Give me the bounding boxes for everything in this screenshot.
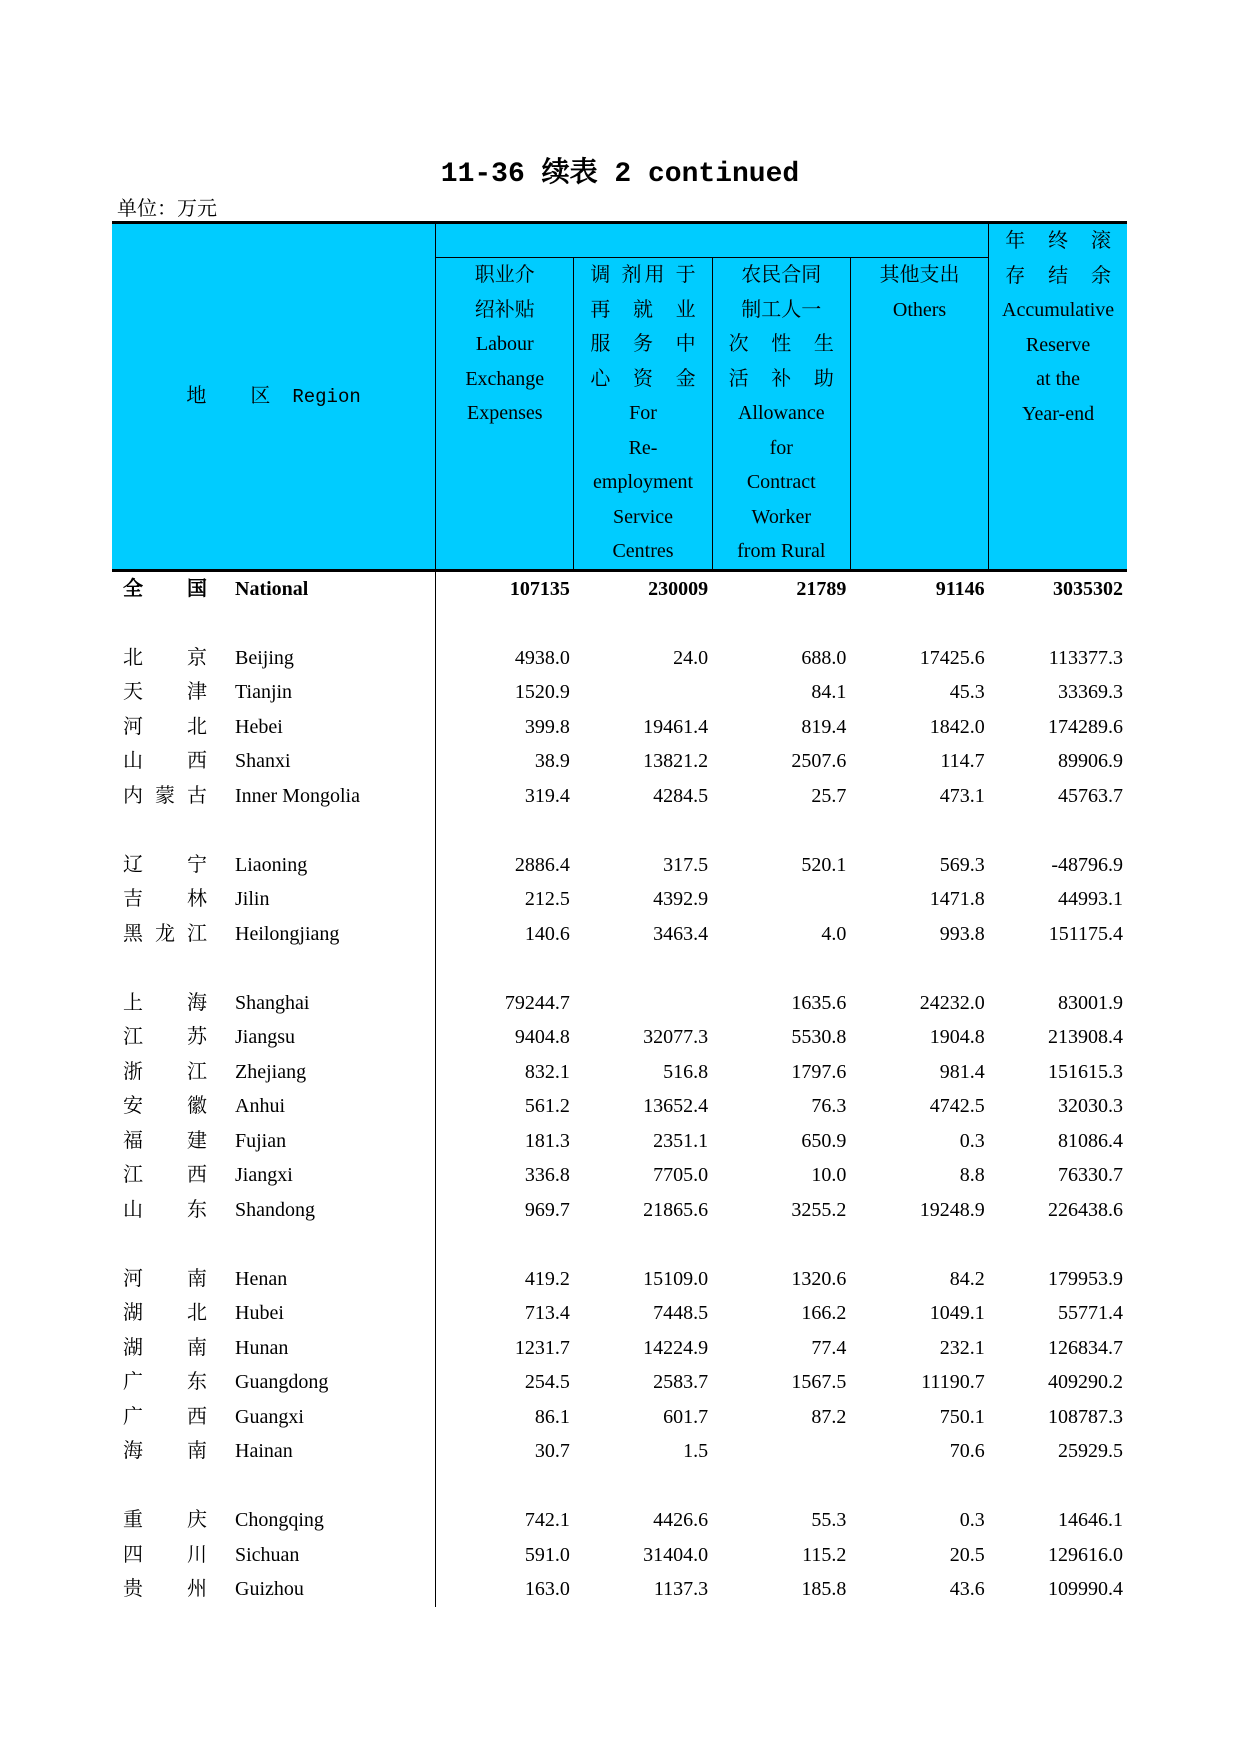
table-row <box>112 1089 1127 1124</box>
value-cell: 24.0 <box>673 646 709 669</box>
table-row <box>112 744 1127 779</box>
spacer-cell <box>436 1227 1127 1262</box>
column-header-line: For <box>629 402 657 424</box>
region-header-cn1: 地 <box>186 384 207 407</box>
value-cell: 4742.5 <box>929 1095 985 1117</box>
spacer-row <box>112 606 1127 641</box>
value-cell: 70.6 <box>949 1440 985 1462</box>
region-name-cn: 江西 <box>123 1164 207 1186</box>
column-header-year-end-reserve <box>989 223 1127 571</box>
region-name-en: Fujian <box>235 1129 287 1152</box>
value-cell: 1231.7 <box>514 1336 570 1359</box>
table-row <box>112 1572 1127 1607</box>
value-cell: 742.1 <box>524 1509 570 1531</box>
value-cell <box>712 1434 850 1469</box>
column-header-line: employment <box>593 471 694 493</box>
value-cell: 981.4 <box>939 1060 985 1083</box>
table-row <box>112 1503 1127 1538</box>
value-cell: 38.9 <box>534 750 570 772</box>
table-row <box>112 1400 1127 1435</box>
region-name-cn: 内蒙古 <box>123 784 207 807</box>
table-row <box>112 848 1127 883</box>
region-name-cn: 江苏 <box>123 1026 207 1048</box>
spacer-cell <box>112 813 436 848</box>
value-cell: 0.3 <box>959 1509 985 1531</box>
value-cell: 569.3 <box>939 853 985 876</box>
value-cell: 7448.5 <box>653 1302 709 1324</box>
region-name-cn: 广东 <box>123 1371 207 1393</box>
value-cell: 185.8 <box>801 1578 847 1600</box>
column-header-line: 绍补贴 <box>474 298 535 321</box>
table-row <box>112 570 1127 606</box>
value-cell: 114.7 <box>940 750 985 772</box>
value-cell: 14646.1 <box>1058 1509 1123 1531</box>
value-cell: 516.8 <box>663 1060 709 1083</box>
value-cell: 32077.3 <box>643 1026 709 1048</box>
spacer-row <box>112 951 1127 986</box>
region-name-en: Liaoning <box>235 853 308 876</box>
region-cell <box>112 1331 436 1366</box>
value-cell: 33369.3 <box>1058 681 1123 703</box>
value-cell: 419.2 <box>524 1267 570 1290</box>
column-header-line: Contract <box>746 471 816 493</box>
region-name-en: Beijing <box>235 646 294 669</box>
value-cell: 113377.3 <box>1048 646 1123 669</box>
value-cell: 591.0 <box>524 1543 570 1566</box>
value-cell: 409290.2 <box>1048 1371 1123 1393</box>
value-cell: 129616.0 <box>1048 1543 1123 1566</box>
value-cell: 520.1 <box>801 853 847 876</box>
value-cell: 4426.6 <box>653 1509 709 1531</box>
value-cell: 317.5 <box>663 853 709 876</box>
region-cell <box>112 1158 436 1193</box>
region-cell <box>112 848 436 883</box>
value-cell: 45.3 <box>949 681 985 703</box>
region-cell <box>112 1572 436 1607</box>
region-cell <box>112 1538 436 1573</box>
region-name-en: Anhui <box>235 1095 285 1117</box>
region-name-cn: 河北 <box>123 715 207 738</box>
region-cell <box>112 1434 436 1469</box>
region-header <box>112 223 436 571</box>
region-name-en: Hebei <box>235 715 283 738</box>
spacer-cell <box>436 813 1127 848</box>
value-cell: 13652.4 <box>643 1095 709 1117</box>
value-cell: 19248.9 <box>919 1198 985 1221</box>
region-name-cn: 海南 <box>123 1440 207 1462</box>
region-name-en: Shandong <box>235 1198 315 1221</box>
value-cell: 163.0 <box>524 1578 570 1600</box>
value-cell: 19461.4 <box>643 715 709 738</box>
region-cell <box>112 1089 436 1124</box>
table-row <box>112 641 1127 676</box>
value-cell: 17425.6 <box>919 646 985 669</box>
header-spacer <box>436 223 989 258</box>
value-cell: 4.0 <box>821 922 847 945</box>
table-row <box>112 1124 1127 1159</box>
table-row <box>112 882 1127 917</box>
region-name-en: Tianjin <box>235 681 293 703</box>
region-cell <box>112 1193 436 1228</box>
region-cell <box>112 1262 436 1297</box>
value-cell: 10.0 <box>811 1164 847 1186</box>
value-cell: 3463.4 <box>653 922 709 945</box>
column-header-line: 年 终 滚 <box>1005 230 1111 252</box>
table-row <box>112 779 1127 814</box>
column-header-line: Service <box>613 505 674 528</box>
value-cell: 212.5 <box>524 888 570 910</box>
table-row <box>112 986 1127 1021</box>
spacer-cell <box>436 951 1127 986</box>
column-header-line: Others <box>892 298 947 321</box>
column-header-line: 再 就 业 <box>590 298 696 321</box>
value-cell: 108787.3 <box>1048 1405 1123 1428</box>
region-name-en: Jilin <box>235 888 270 910</box>
value-cell: 32030.3 <box>1058 1095 1123 1117</box>
column-header-line: Allowance <box>737 402 825 424</box>
region-name-en: Jiangxi <box>235 1164 293 1186</box>
value-cell: 166.2 <box>801 1302 847 1324</box>
value-cell: 336.8 <box>524 1164 570 1186</box>
region-name-en: Shanxi <box>235 750 291 772</box>
region-cell <box>112 641 436 676</box>
value-cell: 115.2 <box>802 1543 847 1566</box>
value-cell: 43.6 <box>949 1578 985 1600</box>
value-cell: 4284.5 <box>653 784 709 807</box>
region-name-cn: 山东 <box>123 1198 207 1221</box>
value-cell: 750.1 <box>939 1405 985 1428</box>
region-name-en: Hubei <box>235 1302 284 1324</box>
value-cell: 31404.0 <box>643 1543 709 1566</box>
value-cell: 4392.9 <box>653 888 709 910</box>
value-cell: 84.2 <box>949 1267 985 1290</box>
region-name-cn: 全国 <box>123 577 207 600</box>
column-header-line: 调 剂用 于 <box>590 264 696 286</box>
column-header-line: 次 性 生 <box>728 333 834 355</box>
region-name-cn: 河南 <box>123 1267 207 1290</box>
value-cell: 4938.0 <box>514 646 570 669</box>
region-cell <box>112 1400 436 1435</box>
value-cell: 30.7 <box>534 1440 570 1462</box>
value-cell: 1.5 <box>683 1440 709 1462</box>
column-header-line: Labour <box>475 333 534 355</box>
value-cell: 1471.8 <box>929 888 985 910</box>
value-cell: 21865.6 <box>643 1198 709 1221</box>
value-cell: 13821.2 <box>643 750 709 772</box>
value-cell: 140.6 <box>524 922 570 945</box>
value-cell: 601.7 <box>663 1405 709 1428</box>
column-header-line: 其他支出 <box>879 264 960 286</box>
value-cell: 81086.4 <box>1058 1129 1123 1152</box>
region-cell <box>112 1055 436 1090</box>
table-row <box>112 1193 1127 1228</box>
region-name-cn: 山西 <box>123 750 207 772</box>
spacer-cell <box>112 1469 436 1504</box>
value-cell: 86.1 <box>534 1405 570 1428</box>
region-cell <box>112 986 436 1021</box>
column-header-line: 心 资 金 <box>590 367 696 390</box>
value-cell: 91146 <box>935 577 985 600</box>
table-row <box>112 1365 1127 1400</box>
value-cell: 84.1 <box>811 681 847 703</box>
table-body <box>112 570 1127 1607</box>
region-name-en: Shanghai <box>235 991 310 1014</box>
region-name-cn: 吉林 <box>123 888 207 910</box>
value-cell: 1797.6 <box>791 1060 847 1083</box>
region-name-cn: 福建 <box>123 1129 207 1152</box>
value-cell: 688.0 <box>801 646 847 669</box>
region-name-en: Guangxi <box>235 1405 304 1428</box>
value-cell: 2507.6 <box>791 750 847 772</box>
column-header-line: for <box>769 436 793 459</box>
region-cell <box>112 917 436 952</box>
spacer-row <box>112 1469 1127 1504</box>
table-row <box>112 1434 1127 1469</box>
value-cell: 14224.9 <box>643 1336 709 1359</box>
value-cell: 713.4 <box>524 1302 570 1324</box>
region-cell <box>112 779 436 814</box>
value-cell: 473.1 <box>939 784 985 807</box>
value-cell: 83001.9 <box>1058 991 1123 1014</box>
region-name-en: National <box>235 577 309 600</box>
value-cell: 107135 <box>509 577 570 600</box>
region-name-cn: 贵州 <box>123 1578 207 1600</box>
region-cell <box>112 882 436 917</box>
value-cell: 2886.4 <box>514 853 570 876</box>
unit-label: 单位：万元 <box>117 198 217 220</box>
value-cell: 15109.0 <box>643 1267 709 1290</box>
region-cell <box>112 1296 436 1331</box>
region-name-cn: 四川 <box>123 1543 207 1566</box>
value-cell: -48796.9 <box>1051 853 1123 876</box>
value-cell: 213908.4 <box>1048 1026 1123 1048</box>
column-header-line: 活 补 助 <box>728 367 834 390</box>
value-cell: 1635.6 <box>791 991 847 1014</box>
region-name-cn: 天津 <box>123 681 207 703</box>
value-cell: 1567.5 <box>791 1371 847 1393</box>
value-cell: 3035302 <box>1053 577 1123 600</box>
value-cell: 11190.7 <box>921 1371 985 1393</box>
column-header-line: Year-end <box>1022 402 1095 425</box>
value-cell <box>574 986 712 1021</box>
value-cell: 79244.7 <box>504 991 570 1014</box>
table-row <box>112 1296 1127 1331</box>
value-cell: 87.2 <box>811 1405 847 1428</box>
column-header-line: 农民合同 <box>741 264 822 286</box>
value-cell: 25.7 <box>811 784 847 807</box>
value-cell: 226438.6 <box>1048 1198 1123 1221</box>
table-row <box>112 1331 1127 1366</box>
value-cell: 151615.3 <box>1048 1060 1123 1083</box>
column-header-line: 职业介 <box>474 264 535 286</box>
value-cell: 151175.4 <box>1048 922 1123 945</box>
spacer-cell <box>436 606 1127 641</box>
region-name-en: Sichuan <box>235 1543 300 1566</box>
region-name-cn: 上海 <box>123 991 207 1014</box>
value-cell: 969.7 <box>524 1198 570 1221</box>
column-header-line: Expenses <box>466 402 543 424</box>
column-header-line: at the <box>1036 368 1081 390</box>
value-cell: 55771.4 <box>1058 1302 1123 1324</box>
value-cell: 45763.7 <box>1058 784 1123 807</box>
region-name-en: Zhejiang <box>235 1060 307 1083</box>
table-row <box>112 675 1127 710</box>
region-name-cn: 辽宁 <box>123 853 207 876</box>
region-name-cn: 北京 <box>123 646 207 669</box>
region-name-en: Hainan <box>235 1440 293 1462</box>
value-cell: 21789 <box>796 577 847 600</box>
region-name-en: Hunan <box>235 1336 289 1359</box>
value-cell: 1320.6 <box>791 1267 847 1290</box>
value-cell: 3255.2 <box>791 1198 847 1221</box>
value-cell: 399.8 <box>524 715 570 738</box>
value-cell: 232.1 <box>939 1336 985 1359</box>
column-header-line: Re- <box>628 436 658 459</box>
value-cell: 76330.7 <box>1058 1164 1123 1186</box>
value-cell: 650.9 <box>801 1129 847 1152</box>
value-cell: 126834.7 <box>1048 1336 1123 1359</box>
region-name-en: Jiangsu <box>235 1026 295 1048</box>
column-header-line: Worker <box>751 505 812 528</box>
value-cell: 1904.8 <box>929 1026 985 1048</box>
value-cell: 76.3 <box>811 1095 847 1117</box>
region-cell <box>112 744 436 779</box>
table-row <box>112 1055 1127 1090</box>
region-name-en: Henan <box>235 1267 288 1290</box>
data-table <box>112 221 1127 1607</box>
region-name-cn: 黑龙江 <box>123 922 207 945</box>
column-header-rural-worker-allowance <box>712 258 850 571</box>
column-header-line: Accumulative <box>1002 299 1115 321</box>
spacer-cell <box>436 1469 1127 1504</box>
table-header <box>112 223 1127 571</box>
spacer-cell <box>112 1227 436 1262</box>
value-cell: 181.3 <box>524 1129 570 1152</box>
value-cell: 319.4 <box>524 784 570 807</box>
value-cell: 1842.0 <box>929 715 985 738</box>
value-cell: 230009 <box>648 577 709 600</box>
page-title: 11-36 续表 2 continued <box>440 159 800 190</box>
value-cell: 179953.9 <box>1048 1267 1123 1290</box>
value-cell: 20.5 <box>949 1543 985 1566</box>
table-row <box>112 710 1127 745</box>
value-cell: 1049.1 <box>929 1302 985 1324</box>
value-cell: 24232.0 <box>919 991 985 1014</box>
value-cell <box>712 882 850 917</box>
region-name-en: Guizhou <box>235 1578 304 1600</box>
value-cell <box>574 675 712 710</box>
value-cell: 174289.6 <box>1048 715 1123 738</box>
region-cell <box>112 1020 436 1055</box>
column-header-others <box>850 258 988 571</box>
spacer-cell <box>112 951 436 986</box>
value-cell: 77.4 <box>811 1336 847 1359</box>
region-cell <box>112 1124 436 1159</box>
value-cell: 254.5 <box>524 1371 570 1393</box>
value-cell: 55.3 <box>811 1509 847 1531</box>
value-cell: 832.1 <box>524 1060 570 1083</box>
value-cell: 5530.8 <box>791 1026 847 1048</box>
value-cell: 2583.7 <box>653 1371 709 1393</box>
column-header-reemployment <box>574 258 712 571</box>
column-header-line: from Rural <box>737 540 826 562</box>
region-cell <box>112 710 436 745</box>
value-cell: 109990.4 <box>1048 1578 1123 1600</box>
region-name-en: Heilongjiang <box>235 922 340 945</box>
region-header-en: Region <box>292 385 361 408</box>
value-cell: 1137.3 <box>653 1578 709 1600</box>
region-cell <box>112 675 436 710</box>
value-cell: 25929.5 <box>1058 1440 1123 1462</box>
column-header-line: Centres <box>612 540 674 562</box>
table-row <box>112 1158 1127 1193</box>
spacer-row <box>112 813 1127 848</box>
table-row <box>112 917 1127 952</box>
region-name-en: Guangdong <box>235 1371 329 1393</box>
value-cell: 819.4 <box>801 715 847 738</box>
value-cell: 44993.1 <box>1058 888 1123 910</box>
region-name-cn: 广西 <box>123 1405 207 1428</box>
region-name-cn: 湖北 <box>123 1302 207 1324</box>
region-name-cn: 安徽 <box>123 1095 207 1117</box>
column-header-line: 存 结 余 <box>1005 264 1111 287</box>
value-cell: 2351.1 <box>653 1129 709 1152</box>
spacer-row <box>112 1227 1127 1262</box>
region-cell <box>112 570 436 606</box>
value-cell: 7705.0 <box>653 1164 709 1186</box>
region-cell <box>112 1365 436 1400</box>
region-name-cn: 重庆 <box>123 1509 207 1531</box>
value-cell: 0.3 <box>959 1129 985 1152</box>
region-header-cn2: 区 <box>250 384 271 407</box>
spacer-cell <box>112 606 436 641</box>
region-cell <box>112 1503 436 1538</box>
region-name-en: Inner Mongolia <box>235 784 360 807</box>
table-row <box>112 1262 1127 1297</box>
column-header-labour-exchange <box>436 258 574 571</box>
region-name-cn: 湖南 <box>123 1336 207 1359</box>
table-row <box>112 1538 1127 1573</box>
column-header-line: 制工人一 <box>741 298 822 321</box>
value-cell: 561.2 <box>524 1095 570 1117</box>
region-name-en: Chongqing <box>235 1509 324 1531</box>
column-header-line: Exchange <box>465 367 545 390</box>
column-header-line: Reserve <box>1025 333 1091 356</box>
table-row <box>112 1020 1127 1055</box>
column-header-line: 服 务 中 <box>590 333 696 355</box>
value-cell: 8.8 <box>959 1164 985 1186</box>
value-cell: 1520.9 <box>514 681 570 703</box>
region-name-cn: 浙江 <box>123 1060 207 1083</box>
value-cell: 9404.8 <box>514 1026 570 1048</box>
value-cell: 993.8 <box>939 922 985 945</box>
value-cell: 89906.9 <box>1058 750 1123 772</box>
